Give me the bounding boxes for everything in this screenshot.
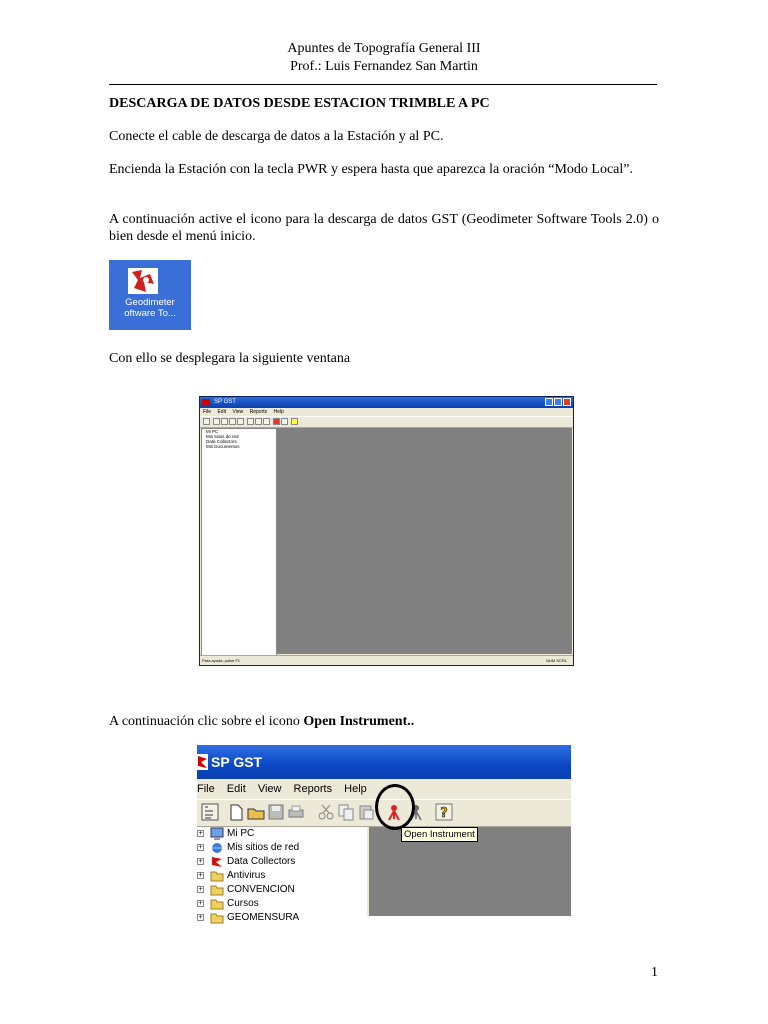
paste-icon[interactable]	[357, 803, 375, 821]
expand-icon[interactable]: +	[198, 900, 203, 907]
page-number: 1	[651, 965, 658, 980]
header-course: Apuntes de Topografía General III	[287, 41, 481, 56]
header-rule	[109, 84, 657, 85]
workspace-panel	[277, 428, 572, 654]
data-collector-icon	[210, 856, 224, 868]
expand-icon[interactable]: +	[198, 914, 203, 921]
folder-icon	[210, 884, 224, 896]
folder-icon	[210, 898, 224, 910]
save-icon[interactable]	[267, 803, 285, 821]
section-heading: DESCARGA DE DATOS DESDE ESTACION TRIMBLE A PC	[109, 96, 490, 111]
status-text: Para ayuda, pulse F1	[202, 658, 241, 663]
close-icon[interactable]	[563, 398, 571, 406]
expand-icon[interactable]: +	[198, 844, 203, 851]
network-icon	[210, 842, 224, 854]
tree-view-icon[interactable]	[203, 418, 210, 425]
open-folder-icon[interactable]	[247, 803, 265, 821]
print-icon[interactable]	[237, 418, 244, 425]
menu-reports[interactable]: Reports	[293, 783, 333, 795]
paragraph-activate-icon: A continuación active el icono para la descarga de datos GST (Geodimeter Software Tools 2.0) o bien desde el menú inicio.	[109, 212, 659, 244]
paragraph-window-appears: Con ello se desplegara la siguiente ventana	[109, 351, 351, 366]
help-icon[interactable]	[435, 803, 453, 821]
app-logo-icon	[202, 399, 210, 406]
window-title: SP GST	[211, 754, 263, 770]
menu-help[interactable]: Help	[344, 783, 367, 795]
menu-edit[interactable]: Edit	[217, 409, 227, 415]
copy-icon[interactable]	[255, 418, 262, 425]
paste-icon[interactable]	[263, 418, 270, 425]
header-professor: Prof.: Luis Fernandez San Martin	[290, 59, 478, 74]
open-folder-icon[interactable]	[221, 418, 228, 425]
menu-bar	[200, 408, 573, 416]
menu-file[interactable]: File	[203, 409, 212, 415]
folder-tree	[201, 428, 277, 656]
instrument-icon[interactable]	[281, 418, 288, 425]
maximize-icon[interactable]	[554, 398, 562, 406]
expand-icon[interactable]: +	[198, 886, 203, 893]
help-icon[interactable]	[291, 418, 298, 425]
new-file-icon[interactable]	[227, 803, 245, 821]
desktop-icon-screenshot	[109, 260, 191, 330]
paragraph-connect-cable: Conecte el cable de descarga de datos a la Estación y al PC.	[109, 129, 444, 144]
print-icon[interactable]	[287, 803, 305, 821]
tree-item[interactable]: Data Collectors	[206, 439, 237, 444]
instruction-text: A continuación clic sobre el icono	[109, 714, 304, 729]
open-instrument-tooltip: Open Instrument	[401, 827, 478, 842]
tree-view-icon[interactable]	[201, 803, 219, 821]
highlight-circle	[375, 784, 415, 830]
expand-icon[interactable]: +	[198, 872, 203, 879]
save-icon[interactable]	[229, 418, 236, 425]
sp-gst-window-screenshot	[199, 396, 574, 666]
app-logo-icon	[197, 754, 208, 770]
paragraph-open-instrument	[109, 713, 659, 730]
menu-reports[interactable]: Reports	[249, 409, 268, 415]
toolbar	[200, 416, 573, 428]
tree-item[interactable]: Mis Documentos	[206, 444, 240, 449]
tree-item[interactable]: Mi PC	[206, 429, 219, 434]
folder-icon	[210, 912, 224, 924]
menu-view[interactable]: View	[232, 409, 244, 415]
computer-icon	[210, 828, 224, 840]
window-titlebar-zoomed	[197, 745, 571, 779]
tree-item[interactable]: Mis sitios de red	[206, 434, 239, 439]
folder-tree-zoomed: + Mi PC + Mis sitios de red + Data Collectors + Antivirus + CONVENCION + Cursos + GEOMENSURA	[197, 827, 367, 916]
folder-icon	[210, 870, 224, 882]
cut-icon[interactable]	[317, 803, 335, 821]
menu-edit[interactable]: Edit	[226, 783, 246, 795]
status-indicators: NUM SCRL	[546, 658, 567, 663]
open-instrument-icon[interactable]	[273, 418, 280, 425]
menu-help[interactable]: Help	[273, 409, 284, 415]
cut-icon[interactable]	[247, 418, 254, 425]
sp-gst-window-zoomed-screenshot	[197, 745, 571, 923]
menu-file[interactable]: File	[197, 783, 215, 795]
copy-icon[interactable]	[337, 803, 355, 821]
instruction-bold-text: Open Instrument..	[303, 714, 415, 729]
expand-icon[interactable]: +	[198, 858, 203, 865]
window-title: SP GST	[214, 399, 236, 405]
status-bar	[200, 655, 573, 666]
svg-text:?: ?	[440, 806, 448, 821]
geodimeter-logo-icon	[126, 266, 160, 296]
minimize-icon[interactable]	[545, 398, 553, 406]
desktop-icon-label-line2: oftware To...	[124, 308, 176, 319]
window-titlebar	[200, 397, 573, 408]
expand-icon[interactable]: +	[198, 830, 203, 837]
new-file-icon[interactable]	[213, 418, 220, 425]
desktop-icon-label-line1: Geodimeter	[125, 297, 175, 308]
paragraph-power-on: Encienda la Estación con la tecla PWR y espera hasta que aparezca la oración “Modo Local”.	[109, 162, 633, 177]
menu-view[interactable]: View	[257, 783, 282, 795]
